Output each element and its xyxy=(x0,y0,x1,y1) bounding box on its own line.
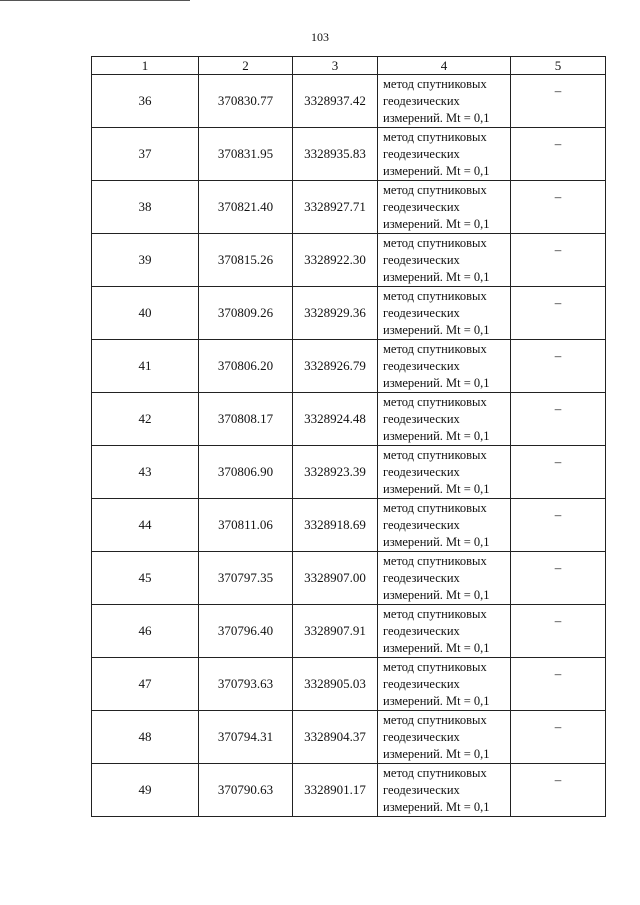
method-line-1: метод спутниковых xyxy=(383,236,487,250)
method-line-1: метод спутниковых xyxy=(383,342,487,356)
note-cell: – xyxy=(511,181,606,234)
method-line-3: измерений. Mt = 0,1 xyxy=(383,429,490,443)
table-row xyxy=(92,75,606,128)
table-row xyxy=(92,181,606,234)
page-number: 103 xyxy=(311,30,329,44)
method-line-3: измерений. Mt = 0,1 xyxy=(383,376,490,390)
method-line-2: геодезических xyxy=(383,147,460,161)
note-cell: – xyxy=(511,605,606,658)
method-description xyxy=(378,287,511,340)
method-description xyxy=(378,658,511,711)
note-cell: – xyxy=(511,75,606,128)
point-number: 37 xyxy=(92,128,199,181)
method-line-2: геодезических xyxy=(383,465,460,479)
point-number: 39 xyxy=(92,234,199,287)
method-description xyxy=(378,181,511,234)
header-row xyxy=(92,57,606,75)
note-cell: – xyxy=(511,340,606,393)
coordinate-y: 3328929.36 xyxy=(293,287,378,340)
coordinate-y: 3328924.48 xyxy=(293,393,378,446)
coordinate-y: 3328927.71 xyxy=(293,181,378,234)
column-header-2: 2 xyxy=(199,57,293,75)
method-line-2: геодезических xyxy=(383,571,460,585)
method-line-1: метод спутниковых xyxy=(383,554,487,568)
method-description xyxy=(378,128,511,181)
coordinate-x: 370831.95 xyxy=(199,128,293,181)
method-line-1: метод спутниковых xyxy=(383,660,487,674)
table-row xyxy=(92,764,606,817)
table-row xyxy=(92,711,606,764)
point-number: 36 xyxy=(92,75,199,128)
coordinate-y: 3328923.39 xyxy=(293,446,378,499)
coordinate-x: 370806.20 xyxy=(199,340,293,393)
method-line-1: метод спутниковых xyxy=(383,448,487,462)
method-line-3: измерений. Mt = 0,1 xyxy=(383,641,490,655)
method-line-3: измерений. Mt = 0,1 xyxy=(383,111,490,125)
method-line-3: измерений. Mt = 0,1 xyxy=(383,217,490,231)
table-row xyxy=(92,658,606,711)
note-cell: – xyxy=(511,711,606,764)
note-cell: – xyxy=(511,234,606,287)
note-cell: – xyxy=(511,128,606,181)
note-cell: – xyxy=(511,764,606,817)
header-rule xyxy=(0,0,190,1)
method-line-2: геодезических xyxy=(383,677,460,691)
method-line-1: метод спутниковых xyxy=(383,766,487,780)
table-row xyxy=(92,287,606,340)
column-header-4: 4 xyxy=(378,57,511,75)
point-number: 46 xyxy=(92,605,199,658)
method-line-3: измерений. Mt = 0,1 xyxy=(383,270,490,284)
method-line-1: метод спутниковых xyxy=(383,607,487,621)
point-number: 48 xyxy=(92,711,199,764)
coordinate-x: 370793.63 xyxy=(199,658,293,711)
coordinates-table xyxy=(91,56,606,817)
note-cell: – xyxy=(511,287,606,340)
column-header-1: 1 xyxy=(92,57,199,75)
method-line-3: измерений. Mt = 0,1 xyxy=(383,800,490,814)
note-cell: – xyxy=(511,499,606,552)
coordinate-x: 370790.63 xyxy=(199,764,293,817)
coordinate-x: 370797.35 xyxy=(199,552,293,605)
table-row xyxy=(92,128,606,181)
coordinate-y: 3328901.17 xyxy=(293,764,378,817)
point-number: 40 xyxy=(92,287,199,340)
method-description xyxy=(378,764,511,817)
point-number: 45 xyxy=(92,552,199,605)
method-description xyxy=(378,552,511,605)
method-description xyxy=(378,340,511,393)
method-line-2: геодезических xyxy=(383,730,460,744)
coordinate-y: 3328918.69 xyxy=(293,499,378,552)
method-line-1: метод спутниковых xyxy=(383,183,487,197)
point-number: 43 xyxy=(92,446,199,499)
coordinate-x: 370794.31 xyxy=(199,711,293,764)
method-line-1: метод спутниковых xyxy=(383,130,487,144)
point-number: 42 xyxy=(92,393,199,446)
table-row xyxy=(92,393,606,446)
method-line-3: измерений. Mt = 0,1 xyxy=(383,323,490,337)
method-line-2: геодезических xyxy=(383,518,460,532)
method-line-2: геодезических xyxy=(383,253,460,267)
coordinate-y: 3328935.83 xyxy=(293,128,378,181)
method-line-2: геодезических xyxy=(383,306,460,320)
table-row xyxy=(92,340,606,393)
coordinate-y: 3328922.30 xyxy=(293,234,378,287)
column-header-3: 3 xyxy=(293,57,378,75)
table-row xyxy=(92,552,606,605)
method-line-2: геодезических xyxy=(383,94,460,108)
coordinate-x: 370830.77 xyxy=(199,75,293,128)
method-line-3: измерений. Mt = 0,1 xyxy=(383,535,490,549)
table-body xyxy=(92,75,606,817)
point-number: 38 xyxy=(92,181,199,234)
coordinate-x: 370806.90 xyxy=(199,446,293,499)
coordinate-x: 370815.26 xyxy=(199,234,293,287)
method-line-1: метод спутниковых xyxy=(383,289,487,303)
method-description xyxy=(378,75,511,128)
column-header-5: 5 xyxy=(511,57,606,75)
coordinate-y: 3328926.79 xyxy=(293,340,378,393)
method-line-1: метод спутниковых xyxy=(383,713,487,727)
method-line-1: метод спутниковых xyxy=(383,395,487,409)
method-line-2: геодезических xyxy=(383,200,460,214)
note-cell: – xyxy=(511,552,606,605)
note-cell: – xyxy=(511,446,606,499)
point-number: 44 xyxy=(92,499,199,552)
method-description xyxy=(378,446,511,499)
method-line-3: измерений. Mt = 0,1 xyxy=(383,694,490,708)
coordinate-y: 3328904.37 xyxy=(293,711,378,764)
method-line-2: геодезических xyxy=(383,412,460,426)
method-line-3: измерений. Mt = 0,1 xyxy=(383,588,490,602)
coordinate-x: 370809.26 xyxy=(199,287,293,340)
note-cell: – xyxy=(511,393,606,446)
method-description xyxy=(378,605,511,658)
method-description xyxy=(378,393,511,446)
method-line-3: измерений. Mt = 0,1 xyxy=(383,747,490,761)
coordinate-y: 3328907.91 xyxy=(293,605,378,658)
method-description xyxy=(378,499,511,552)
point-number: 41 xyxy=(92,340,199,393)
table-row xyxy=(92,446,606,499)
coordinate-x: 370808.17 xyxy=(199,393,293,446)
coordinate-y: 3328905.03 xyxy=(293,658,378,711)
coordinate-y: 3328907.00 xyxy=(293,552,378,605)
note-cell: – xyxy=(511,658,606,711)
method-line-1: метод спутниковых xyxy=(383,77,487,91)
point-number: 49 xyxy=(92,764,199,817)
method-line-1: метод спутниковых xyxy=(383,501,487,515)
method-line-3: измерений. Mt = 0,1 xyxy=(383,482,490,496)
coordinate-x: 370811.06 xyxy=(199,499,293,552)
coordinate-x: 370796.40 xyxy=(199,605,293,658)
method-description xyxy=(378,234,511,287)
table-row xyxy=(92,499,606,552)
method-line-2: геодезических xyxy=(383,359,460,373)
method-line-2: геодезических xyxy=(383,783,460,797)
method-description xyxy=(378,711,511,764)
point-number: 47 xyxy=(92,658,199,711)
coordinate-y: 3328937.42 xyxy=(293,75,378,128)
coordinate-x: 370821.40 xyxy=(199,181,293,234)
table-row xyxy=(92,605,606,658)
method-line-2: геодезических xyxy=(383,624,460,638)
table-row xyxy=(92,234,606,287)
method-line-3: измерений. Mt = 0,1 xyxy=(383,164,490,178)
